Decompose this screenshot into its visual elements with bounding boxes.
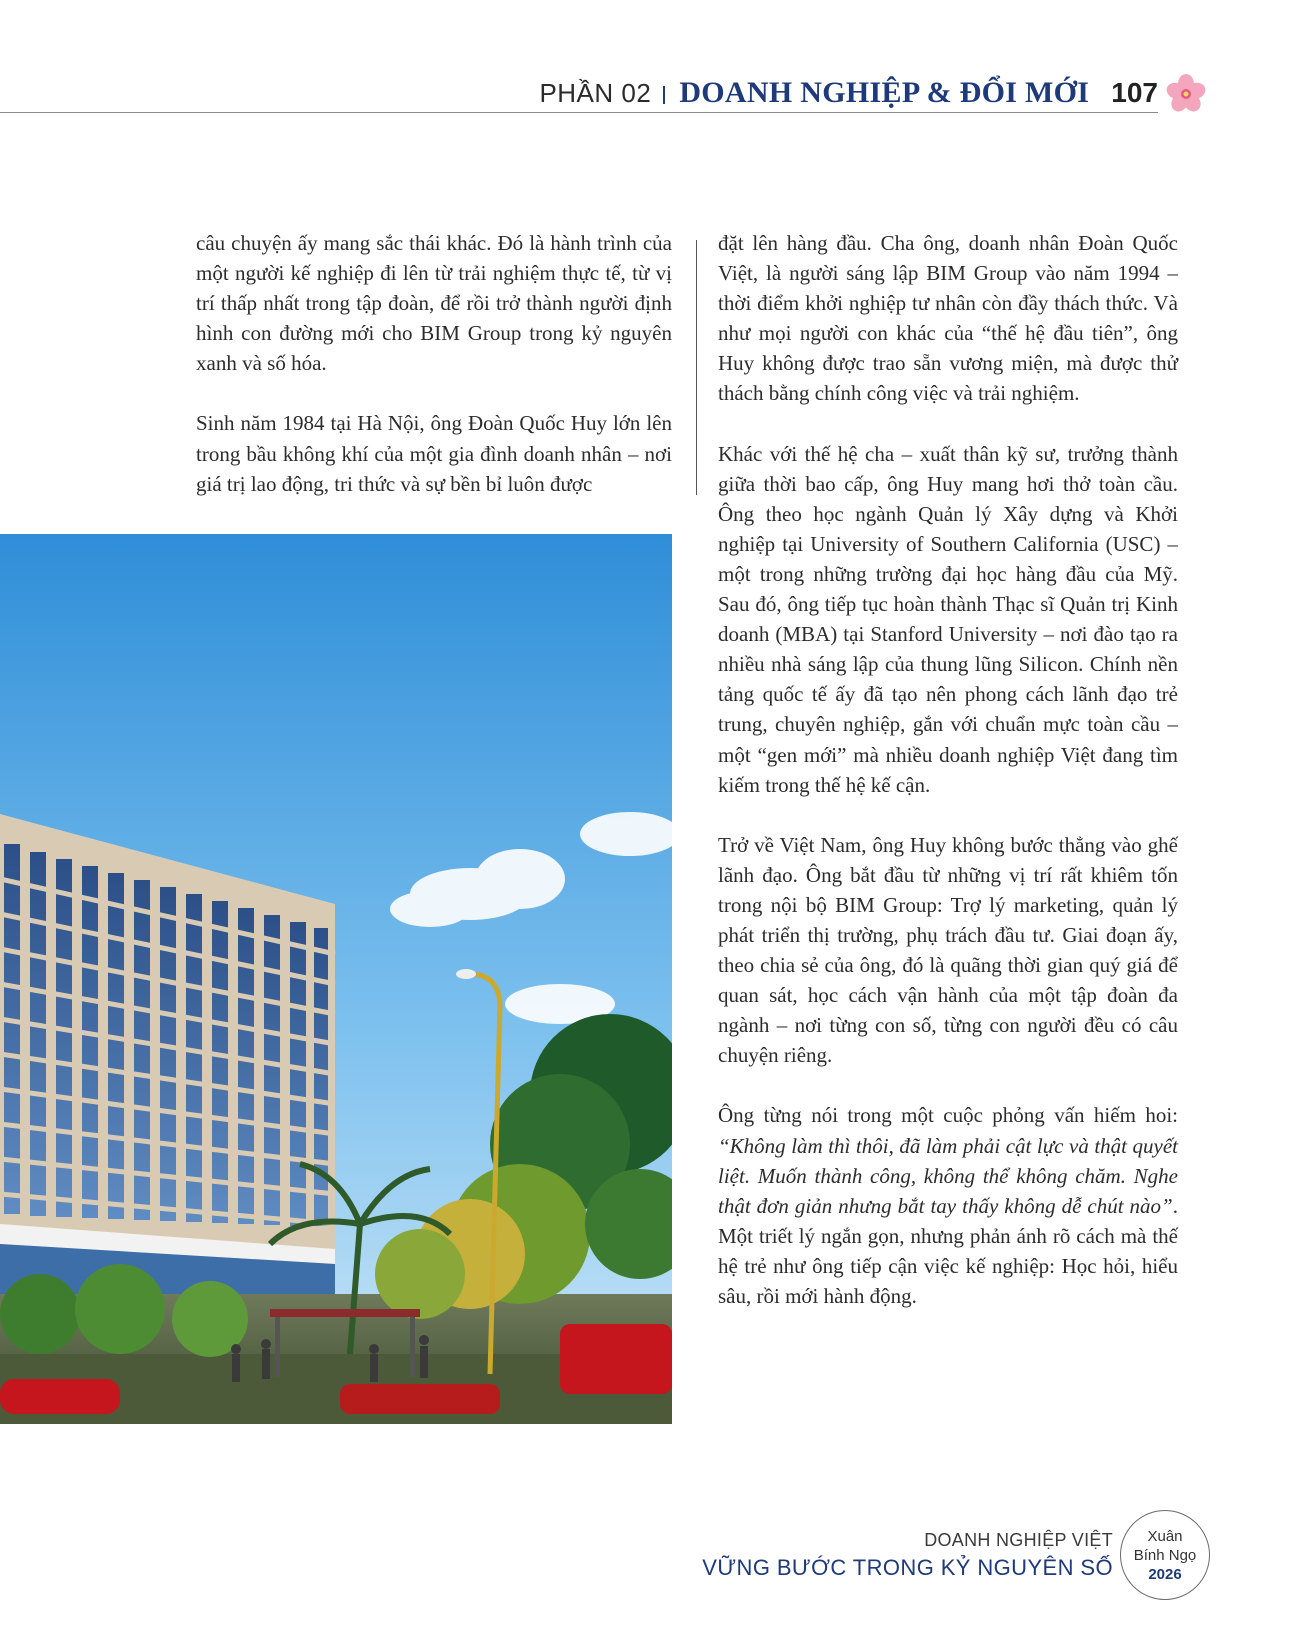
badge-line1: Xuân [1147,1527,1183,1545]
paragraph: câu chuyện ấy mang sắc thái khác. Đó là hành trình của một người kế nghiệp đi lên từ trải nghiệm thực tế, từ vị trí thấp nhất trong tập đoàn, để rồi trở thành người định hình con đường mới cho BIM Group trong kỷ nguyên xanh và số hóa. [196,231,672,376]
column-divider [696,240,697,495]
header-rule [0,112,1158,113]
quote-paragraph [718,1100,1178,1311]
paragraph: Trở về Việt Nam, ông Huy không bước thẳng vào ghế lãnh đạo. Ông bắt đầu từ những vị trí rất khiêm tốn trong nội bộ BIM Group: Trợ lý marketing, quản lý phát triển thị trường, phụ trách đầu tư. Giai đoạn ấy, theo chia sẻ của ông, đó là quãng thời gian quý giá để quan sát, học cách vận hành của một tập đoàn đa ngành – nơi từng con số, từng con người đều có câu chuyện riêng. [718,832,1178,1068]
paragraph: đặt lên hàng đầu. Cha ông, doanh nhân Đoàn Quốc Việt, là người sáng lập BIM Group vào năm 1994 – thời điểm khởi nghiệp tư nhân còn đầy thách thức. Và như mọi người con khác của “thế hệ đầu tiên”, ông Huy không được trao sẵn vương miện, mà được thử thách bằng chính công việc và trải nghiệm. [718,231,1178,406]
page-header [539,76,1158,110]
edition-badge [1120,1510,1210,1600]
quote-text: “Không làm thì thôi, đã làm phải cật lực và thật quyết liệt. Muốn thành công, không thể không chăm. Nghe thật đơn giản nhưng bắt tay thấy không dễ chút nào” [718,1133,1178,1218]
section-title: DOANH NGHIỆP & ĐỔI MỚI [679,76,1090,109]
badge-year: 2026 [1148,1565,1182,1583]
quote-intro: Ông từng nói trong một cuộc phỏng vấn hiếm hoi: [718,1103,1178,1128]
section-label: PHẦN 02 [539,78,652,108]
footer-tagline: VỮNG BƯỚC TRONG KỶ NGUYÊN SỐ [702,1555,1113,1580]
left-text-column [196,228,672,529]
paragraph: Khác với thế hệ cha – xuất thân kỹ sư, trưởng thành giữa thời bao cấp, ông Huy mang hơi thở toàn cầu. Ông theo học ngành Quản lý Xây dựng và Khởi nghiệp tại University of Southern California (USC) – một trong những trường đại học hàng đầu của Mỹ. Sau đó, ông tiếp tục hoàn thành Thạc sĩ Quản trị Kinh doanh (MBA) tại Stanford University – nơi đào tạo ra nhiều nhà sáng lập của thung lũng Silicon. Chính nền tảng quốc tế ấy đã tạo nên phong cách lãnh đạo trẻ trung, chuyên nghiệp, gắn với chuẩn mực toàn cầu – một “gen mới” mà nhiều doanh nghiệp Việt đang tìm kiếm trong thế hệ kế cận. [718,441,1178,797]
footer-publication: DOANH NGHIỆP VIỆT [924,1530,1113,1550]
page-number: 107 [1111,77,1158,108]
header-separator [663,86,665,104]
paragraph: Sinh năm 1984 tại Hà Nội, ông Đoàn Quốc Huy lớn lên trong bầu không khí của một gia đình doanh nhân – nơi giá trị lao động, tri thức và sự bền bỉ luôn được [196,411,672,496]
page-footer [702,1530,1113,1581]
right-text-column [718,228,1178,1341]
badge-line2: Bính Ngọ [1133,1546,1197,1564]
cherry-blossom-icon [1166,74,1206,114]
quote-outro: . Một triết lý ngắn gọn, nhưng phản ánh rõ cách mà thế hệ trẻ như ông tiếp cận việc kế nghiệp: Học hỏi, hiểu sâu, rồi mới hành động. [718,1193,1178,1308]
building-illustration [0,534,672,1424]
